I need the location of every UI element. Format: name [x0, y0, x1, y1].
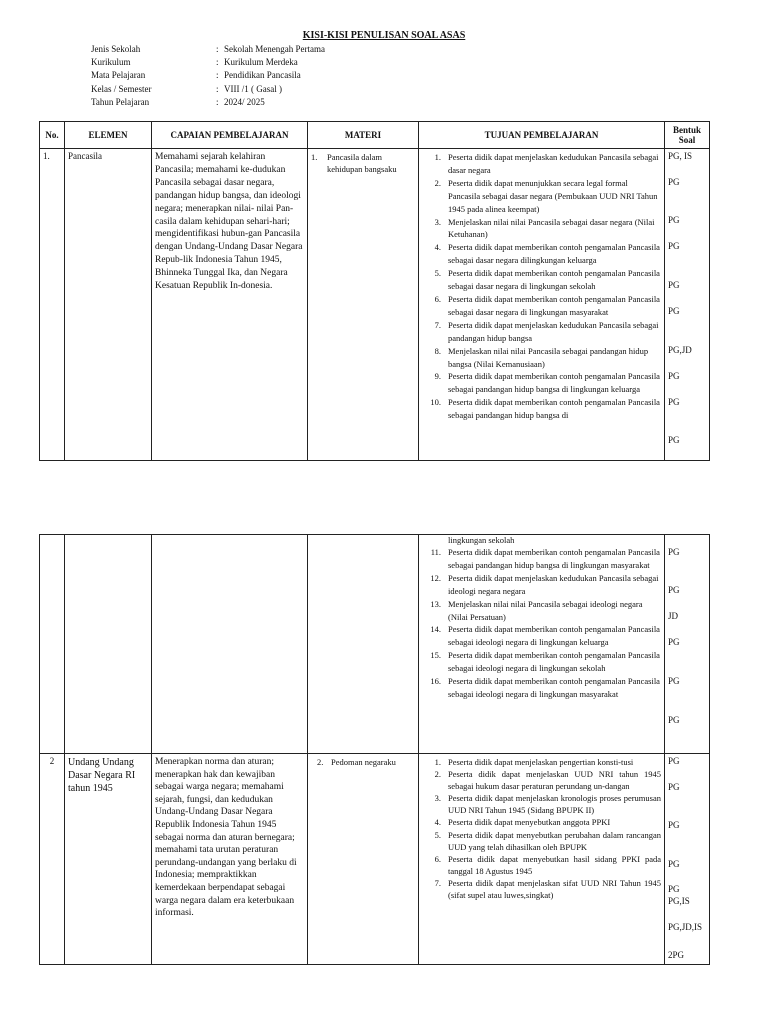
tujuan-list	[422, 546, 661, 701]
materi-text: Pancasila dalam kehidupan bangsaku	[327, 152, 397, 174]
list-item-text: Peserta didik dapat memberikan contoh pengamalan Pancasila sebagai pandangan hidup bangsa di	[448, 397, 660, 421]
meta-separator: :	[216, 83, 219, 94]
meta-row	[91, 56, 325, 69]
list-item-text: Menjelaskan nilai nilai Pancasila sebagai ideologi negara (Nilai Persatuan)	[448, 598, 643, 622]
document-meta	[91, 43, 325, 109]
capaian-cell: Memahami sejarah kelahiran Pancasila; memahami ke-dudukan Pancasila sebagai dasar negara, pandangan hidup bangsa, dan ideologi negara; menerapkan nilai- nilai Pan-casila dalam kehidupan sehari-hari; mengidentifikasi hubun-gan Pancasila dengan Undang-Undang Dasar Negara Repub-lik Indonesia Tahun 1945, Bhinneka Tunggal Ika, dan Negara Kesatuan Republik In-donesia.	[152, 149, 308, 461]
capaian-cell-empty	[152, 535, 308, 754]
list-item-text: Peserta didik dapat memberikan contoh pengamalan Pancasila sebagai ideologi negara di lingkungan sekolah	[448, 650, 660, 674]
list-item-text: Peserta didik dapat menyebutkan hasil sidang PPKI pada tanggal 18 Agustus 1945	[448, 853, 661, 876]
bentuk-list	[668, 547, 706, 737]
header-capaian: CAPAIAN PEMBELAJARAN	[152, 122, 308, 149]
header-tujuan: TUJUAN PEMBELAJARAN	[419, 122, 665, 149]
meta-value: VIII /1 ( Gasal )	[224, 83, 282, 94]
bentuk-soal-value: JD	[668, 611, 679, 621]
list-item	[422, 177, 661, 216]
list-item	[422, 623, 661, 649]
bentuk-soal-value: PG	[668, 884, 680, 894]
list-item-text: Peserta didik dapat menjelaskan pengertian konsti-tusi	[448, 757, 634, 767]
list-item	[422, 396, 661, 422]
list-item-number: 11.	[430, 547, 441, 557]
list-item-text: Peserta didik dapat menjelaskan kedudukan Pancasila sebagai dasar negara	[448, 152, 659, 175]
bentuk-soal-value: PG	[668, 397, 680, 407]
list-item-number: 7.	[434, 877, 441, 888]
list-item-number: 13.	[430, 598, 441, 609]
list-item	[422, 572, 661, 598]
list-item	[422, 675, 661, 701]
bentuk-soal-value: PG	[668, 435, 680, 445]
bentuk-soal-value: PG	[668, 637, 680, 647]
tujuan-list	[422, 151, 661, 422]
bentuk-soal-value: PG	[668, 241, 680, 251]
row-number: 1.	[40, 149, 65, 461]
meta-row	[91, 83, 325, 96]
list-item-number: 4.	[434, 817, 441, 828]
list-item-text: Peserta didik dapat memberikan contoh pengamalan Pancasila sebagai ideologi negara di lingkungan masyarakat	[448, 676, 660, 699]
meta-value: 2024/ 2025	[224, 96, 265, 107]
document-title: KISI-KISI PENULISAN SOAL ASAS	[302, 30, 466, 41]
list-item-number: 4.	[434, 242, 441, 253]
list-item-number: 2.	[434, 177, 441, 188]
tujuan-cell	[419, 754, 665, 965]
meta-separator: :	[216, 57, 219, 68]
list-item-number: 10.	[430, 397, 441, 408]
list-item	[422, 768, 661, 792]
meta-separator: :	[216, 70, 219, 81]
meta-value: Pendidikan Pancasila	[224, 70, 301, 81]
bentuk-soal-value: PG	[668, 859, 680, 869]
list-item	[422, 877, 661, 901]
bentuk-soal-value: PG,JD,IS	[668, 922, 703, 932]
tujuan-cell	[419, 535, 665, 754]
list-item-text: Peserta didik dapat memberikan contoh pengamalan Pancasila sebagai pandangan hidup bangsa di lingkungan masyarakat	[448, 547, 660, 570]
bentuk-soal-value: PG	[668, 756, 680, 766]
materi-number: 1.	[311, 152, 318, 162]
list-item-text: Peserta didik dapat menjelaskan kronologis proses perumusan UUD NRI Tahun 1945 (Sidang BPUPK II)	[448, 793, 661, 816]
tujuan-list	[422, 756, 661, 901]
bentuk-soal-value: PG	[668, 715, 680, 725]
bentuk-soal-value: PG	[668, 547, 680, 557]
bentuk-soal-value: PG	[668, 177, 680, 187]
list-item	[422, 319, 661, 345]
list-item-text: Peserta didik dapat memberikan contoh pengamalan Pancasila sebagai dasar negara di lingkungan masyarakat	[448, 293, 660, 317]
list-item-number: 1.	[434, 152, 441, 162]
bentuk-cell	[665, 149, 710, 461]
list-item-number: 1.	[434, 757, 441, 767]
list-item	[422, 267, 661, 293]
bentuk-soal-value: PG	[668, 280, 680, 290]
bentuk-soal-value: PG,IS	[668, 896, 690, 906]
list-item-number: 16.	[430, 676, 441, 687]
list-item-text: Peserta didik dapat menjelaskan sifat UUD NRI Tahun 1945 (sifat supel atau luwes,singkat)	[448, 877, 661, 901]
bentuk-soal-value: PG	[668, 371, 680, 381]
tujuan-cell	[419, 149, 665, 461]
list-item-text: Peserta didik dapat memberikan contoh pengamalan Pancasila sebagai dasar negara dilingkungan keluarga	[448, 242, 660, 266]
list-item	[422, 816, 661, 828]
bentuk-list	[668, 151, 706, 451]
header-bentuk: Bentuk Soal	[665, 122, 710, 149]
bentuk-soal-value: 2PG	[668, 950, 685, 960]
tujuan-continuation: lingkungan sekolah	[448, 535, 515, 545]
list-item	[422, 598, 661, 624]
list-item	[422, 370, 661, 396]
header-materi: MATERI	[308, 122, 419, 149]
list-item-number: 14.	[430, 624, 441, 635]
table-row	[40, 754, 710, 965]
meta-value: Sekolah Menengah Pertama	[224, 44, 325, 54]
list-item-number: 7.	[434, 319, 441, 330]
table-row	[40, 149, 710, 461]
bentuk-soal-value: PG	[668, 215, 680, 225]
meta-value: Kurikulum Merdeka	[224, 57, 298, 68]
meta-row	[91, 43, 325, 56]
list-item	[422, 293, 661, 319]
list-item-number: 5.	[434, 268, 441, 279]
header-elemen: ELEMEN	[65, 122, 152, 149]
meta-row	[91, 69, 325, 82]
meta-label: Jenis Sekolah	[91, 44, 141, 54]
list-item	[422, 649, 661, 675]
meta-label: Mata Pelajaran	[91, 70, 146, 81]
list-item-number: 3.	[434, 793, 441, 804]
materi-cell-empty	[308, 535, 419, 754]
list-item	[422, 216, 661, 242]
list-item-text: Menjelaskan nilai nilai Pancasila sebagai dasar negara (Nilai Ketuhanan)	[448, 216, 655, 240]
bentuk-cell	[665, 535, 710, 754]
list-item	[422, 241, 661, 267]
list-item-number: 9.	[434, 371, 441, 382]
meta-row	[91, 96, 325, 109]
list-item-number: 12.	[430, 572, 441, 583]
row-number: 2	[40, 754, 65, 965]
bentuk-soal-value: PG	[668, 782, 680, 792]
kisi-kisi-table-page-1	[39, 121, 710, 461]
bentuk-cell	[665, 754, 710, 965]
list-item	[422, 546, 661, 572]
meta-label: Kurikulum	[91, 57, 131, 68]
header-no: No.	[40, 122, 65, 149]
list-item-text: Peserta didik dapat menyebutkan anggota PPKI	[448, 817, 611, 828]
list-item-number: 15.	[430, 650, 441, 661]
meta-separator: :	[216, 96, 219, 107]
row-number-empty	[40, 535, 65, 754]
bentuk-soal-value: PG, IS	[668, 151, 693, 161]
materi-cell	[308, 149, 419, 461]
meta-label: Kelas / Semester	[91, 83, 152, 94]
list-item-text: Peserta didik dapat menyebutkan perubahan dalam rancangan UUD yang telah dihasilkan oleh BPUPK	[448, 829, 661, 852]
list-item-text: Peserta didik dapat menjelaskan kedudukan Pancasila sebagai ideologi negara negara	[448, 572, 659, 596]
capaian-cell: Menerapkan norma dan aturan; menerapkan hak dan kewajiban sebagai warga negara; memahami sejarah, fungsi, dan kedudukan Undang-Undang Dasar Negara Republik Indonesia Tahun 1945 sebagai norma dan aturan bernegara; memahami tata urutan peraturan perundang-undangan yang berlaku di Indonesia; mempraktikkan kemerdekaan berpendapat sebagai warga negara dalam era keterbukaan informasi.	[152, 754, 308, 965]
meta-label: Tahun Pelajaran	[91, 96, 150, 107]
list-item-number: 6.	[434, 853, 441, 864]
list-item-number: 6.	[434, 293, 441, 304]
list-item-text: Peserta didik dapat memberikan contoh pengamalan Pancasila sebagai ideologi negara di lingkungan keluarga	[448, 624, 660, 648]
list-item-number: 8.	[434, 345, 441, 356]
list-item	[422, 792, 661, 816]
elemen-cell-empty	[65, 535, 152, 754]
bentuk-soal-value: PG	[668, 676, 680, 686]
bentuk-soal-value: PG	[668, 306, 680, 316]
list-item	[422, 829, 661, 853]
materi-number: 2.	[317, 757, 324, 767]
list-item-text: Peserta didik dapat memberikan contoh pengamalan Pancasila sebagai pandangan hidup bangsa di lingkungan keluarga	[448, 371, 660, 395]
list-item	[422, 151, 661, 177]
list-item-text: Peserta didik dapat menunjukkan secara legal formal Pancasila sebagai dasar negara (Pembukaan UUD NRI Tahun 1945 pada alinea keempat)	[448, 177, 658, 214]
bentuk-soal-value: PG	[668, 585, 680, 595]
list-item-text: Peserta didik dapat menjelaskan UUD NRI tahun 1945 sebagai hukum dasar peraturan perundang un-dangan	[448, 769, 661, 792]
bentuk-list	[668, 756, 706, 961]
list-item-text: Menjelaskan nilai nilai Pancasila sebagai pandangan hidup bangsa (Nilai Kemanusiaan)	[448, 345, 649, 369]
list-item	[422, 756, 661, 768]
list-item	[422, 345, 661, 371]
list-item-text: Peserta didik dapat menjelaskan kedudukan Pancasila sebagai pandangan hidup bangsa	[448, 319, 659, 343]
bentuk-soal-value: PG,JD	[668, 345, 692, 355]
list-item	[422, 853, 661, 877]
list-item-number: 2.	[434, 769, 441, 780]
materi-cell	[308, 754, 419, 965]
kisi-kisi-table-page-2	[39, 534, 710, 965]
elemen-cell: Undang Undang Dasar Negara RI tahun 1945	[65, 754, 152, 965]
list-item-number: 3.	[434, 216, 441, 227]
meta-separator: :	[216, 44, 219, 54]
list-item-number: 5.	[434, 829, 441, 840]
bentuk-soal-value: PG	[668, 820, 680, 830]
elemen-cell: Pancasila	[65, 149, 152, 461]
list-item-text: Peserta didik dapat memberikan contoh pengamalan Pancasila sebagai dasar negara di lingkungan sekolah	[448, 268, 660, 292]
table-row	[40, 535, 710, 754]
materi-text: Pedoman negaraku	[331, 757, 396, 767]
